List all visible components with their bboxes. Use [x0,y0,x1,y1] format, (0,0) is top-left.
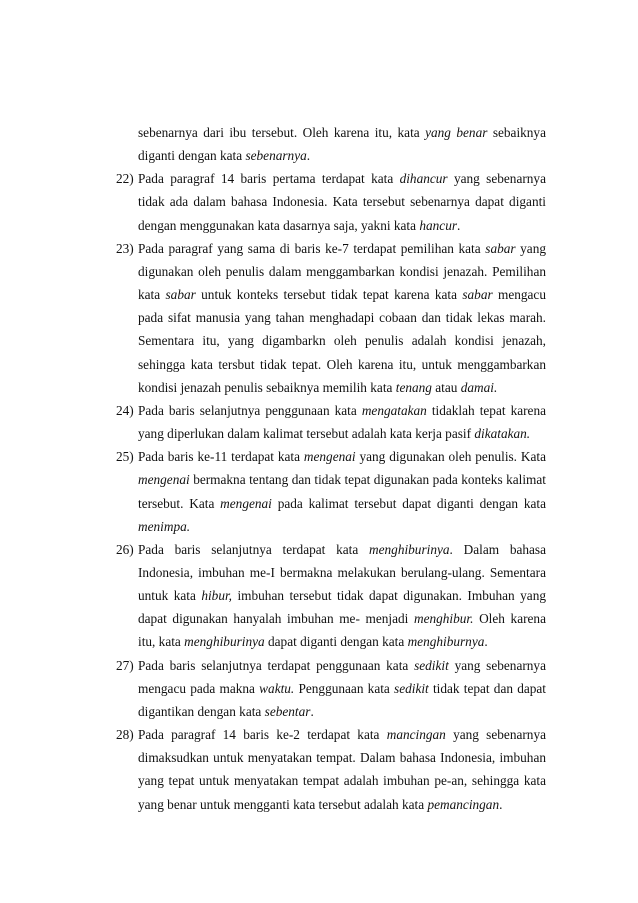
text-run-italic: sedikit [414,657,449,673]
text-run: yang sebenarnya dimaksudkan untuk menyatakan tempat. Dalam bahasa Indonesia, imbuhan yang tepat untuk menyatakan tempat adalah imbuhan pe-an, sehingga kata yang benar untuk mengganti kata tersebut adalah kata [138,727,546,812]
text-run-italic: sebentar [264,703,311,719]
list-number: 27) [116,657,134,673]
text-run-italic: hancur [419,217,458,233]
text-run: . [306,148,311,164]
text-run-italic: dihancur [399,171,448,187]
text-run: tidaklah tepat karena yang diperlukan dalam kalimat tersebut adalah kata kerja pasif [138,402,547,442]
text-run: . Dalam bahasa Indonesia, imbuhan me-I bermakna melakukan berulang-ulang. Sementara untuk kata [138,541,546,604]
text-run-italic: sebenarnya [245,148,307,164]
text-run-italic: mancingan [386,727,446,743]
text-run-italic: waktu. [259,680,295,696]
text-run: yang digunakan oleh penulis. Kata [355,449,546,465]
text-run: imbuhan tersebut tidak dapat digunakan. Imbuhan yang dapat digunakan hanyalah imbuhan me- menjadi [138,588,546,627]
text-run: Oleh karena itu, kata [138,611,546,650]
text-run-italic: dikatakan. [474,426,531,442]
text-run: Pada paragraf 14 baris pertama terdapat kata [138,171,400,187]
document-body [116,121,546,816]
text-run: . [310,703,314,719]
text-run: Pada baris selanjutnya penggunaan kata [138,402,362,418]
list-item-23 [116,237,546,399]
text-run-italic: sabar [165,287,196,303]
list-number: 24) [116,402,134,418]
text-run: yang digunakan oleh penulis dalam menggambarkan kondisi jenazah. Pemilihan kata [138,240,547,303]
text-run-italic: tenang [395,379,432,395]
text-run: Penggunaan kata [294,680,395,696]
text-run: . [484,634,488,650]
list-item-28 [116,723,546,816]
list-number: 26) [116,541,134,557]
text-run: Pada baris selanjutnya terdapat penggunaan kata [138,657,415,673]
text-run: Pada paragraf yang sama di baris ke-7 terdapat pemilihan kata [138,240,486,256]
text-run: pada kalimat tersebut dapat diganti dengan kata [271,495,546,511]
text-run-italic: mengenai [303,449,356,465]
text-run: sebenarnya dari ibu tersebut. Oleh karena itu, kata [138,125,426,140]
text-run-italic: sabar [462,287,493,303]
text-run: yang sebenarnya mengacu pada makna [138,657,546,696]
text-run-italic: pemancingan [427,796,500,812]
text-run: . [457,217,461,233]
text-run-italic: hibur, [201,588,233,604]
text-run-italic: menimpa. [138,518,191,534]
text-run: . [499,796,503,812]
text-run: dapat diganti dengan kata [264,634,408,650]
text-run-italic: menghiburinya [369,541,450,557]
list-number: 25) [116,449,134,465]
text-run: yang sebenarnya tidak ada dalam bahasa Indonesia. Kata tersebut sebenarnya dapat diganti dengan menggunakan kata dasarnya saja, yakni kata [138,171,546,233]
list-number: 23) [116,240,134,256]
list-item-25 [116,445,546,538]
text-run-italic: menghibur. [413,611,474,627]
text-run: mengacu pada sifat manusia yang tahan menghadapi cobaan dan tidak lekas marah. Sementara itu, yang digambarkn oleh penulis adalah kondisi jenazah, sehingga kata tersbut tidak tepat. Oleh karena itu, untuk menggambarkan kondisi jenazah penulis sebaiknya memilih kata [138,287,546,395]
list-item-27 [116,654,546,723]
text-run: Pada baris selanjutnya terdapat kata [138,541,370,557]
text-run: Pada paragraf 14 baris ke-2 terdapat kata [138,727,387,743]
list-number: 28) [116,727,134,743]
continuation-paragraph [116,121,546,167]
text-run-italic: sabar [485,240,516,256]
text-run-italic: menghiburnya [407,634,485,650]
text-run-italic: sedikit [394,680,429,696]
text-run-italic: mengenai [138,472,190,488]
text-run: Pada baris ke-11 terdapat kata [138,449,304,465]
text-run-italic: mengenai [220,495,272,511]
text-run: atau [431,379,461,395]
list-item-24 [116,399,546,445]
text-run: untuk konteks tersebut tidak tepat karena kata [195,287,463,303]
text-run-italic: yang benar [425,125,488,140]
list-item-22 [116,167,546,236]
text-run: tidak tepat dan dapat digantikan dengan kata [138,680,546,719]
list-number: 22) [116,171,134,187]
text-run-italic: damai. [460,379,498,395]
text-run: sebaiknya diganti dengan kata [138,125,546,164]
text-run-italic: menghiburinya [184,634,265,650]
text-run: bermakna tentang dan tidak tepat digunakan pada konteks kalimat tersebut. Kata [138,472,546,511]
list-item-26 [116,538,546,654]
text-run-italic: mengatakan [361,402,427,418]
